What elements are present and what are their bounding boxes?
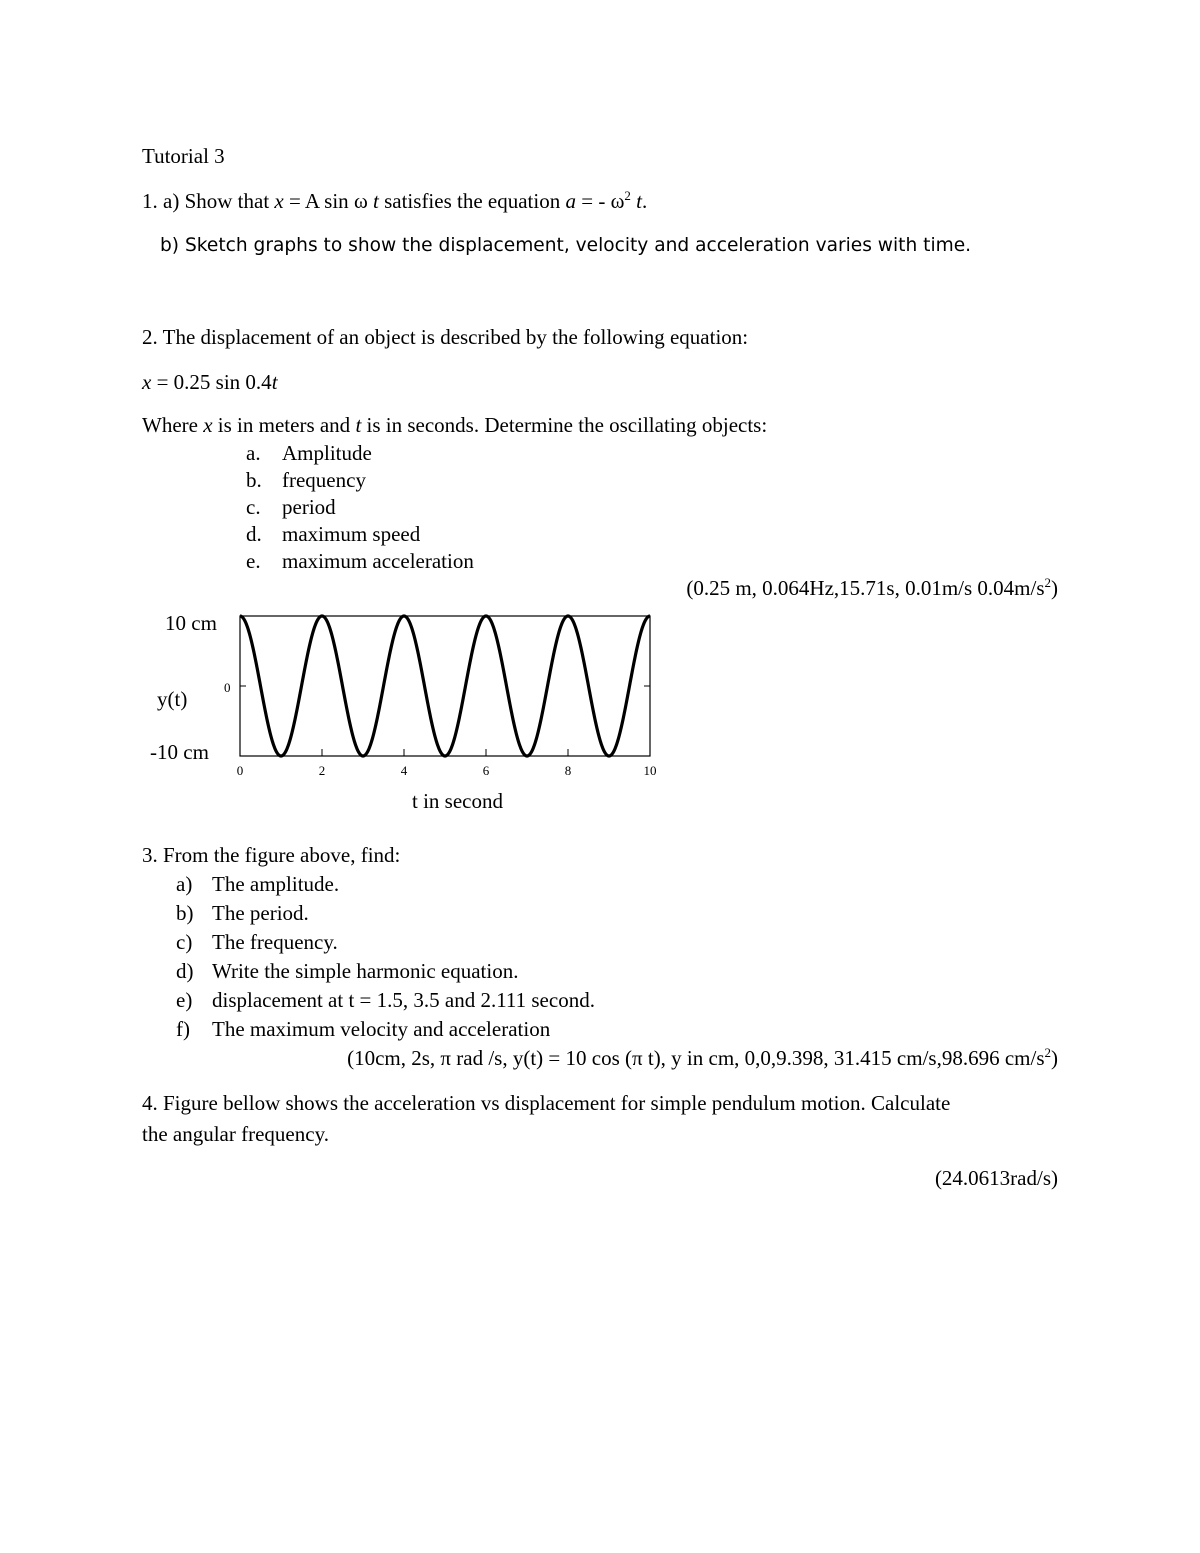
list-item-letter: d.	[246, 522, 262, 546]
list-item-letter: d)	[176, 959, 194, 983]
question-4-line-1: 4. Figure bellow shows the acceleration vs displacement for simple pendulum motion. Calculate	[142, 1091, 951, 1115]
list-item: frequency	[282, 468, 366, 492]
page-title: Tutorial 3	[142, 144, 225, 168]
y-axis-label: y(t)	[157, 687, 188, 711]
list-item-letter: a)	[176, 872, 193, 896]
list-item-letter: c)	[176, 930, 193, 954]
list-item-letter: e.	[246, 549, 261, 573]
x-axis-label: t in second	[412, 789, 503, 813]
question-2-where: Where x is in meters and t is in seconds. Determine the oscillating objects:	[142, 413, 768, 437]
list-item: The period.	[212, 901, 309, 925]
list-item: displacement at t = 1.5, 3.5 and 2.111 second.	[212, 988, 595, 1012]
list-item-letter: b.	[246, 468, 262, 492]
x-tick-label: 4	[400, 763, 408, 778]
list-item: period	[282, 495, 336, 519]
y-tick-zero: 0	[224, 680, 231, 695]
question-1b: b) Sketch graphs to show the displacement, velocity and acceleration varies with time.	[160, 235, 972, 256]
list-item-letter: f)	[176, 1017, 190, 1041]
list-item-letter: a.	[246, 441, 261, 465]
question-3-intro: 3. From the figure above, find:	[142, 843, 401, 867]
x-tick-label: 0	[236, 763, 244, 778]
question-4-line-2: the angular frequency.	[142, 1122, 329, 1146]
list-item: Amplitude	[282, 441, 372, 465]
list-item: The maximum velocity and acceleration	[212, 1017, 551, 1041]
y-top-label: 10 cm	[165, 611, 217, 635]
question-1a: 1. a) Show that x = A sin ω t satisfies the equation a = - $\omega^2$ t.	[142, 188, 648, 213]
question-2-intro: 2. The displacement of an object is described by the following equation:	[142, 325, 749, 349]
list-item: The amplitude.	[212, 872, 340, 896]
question-3-answer: (10cm, 2s, π rad /s, y(t) = 10 cos (π t), y in cm, 0,0,9.398, 31.415 cm/s,98.696 $cm/s^2$)	[347, 1045, 1058, 1070]
list-item: The frequency.	[212, 930, 338, 954]
displacement-curve	[240, 616, 650, 756]
x-tick-label: 2	[318, 763, 326, 778]
list-item: Write the simple harmonic equation.	[212, 959, 519, 983]
question-2-answer: (0.25 m, 0.064Hz,15.71s, 0.01m/s $0.04m/s^2$)	[686, 575, 1058, 600]
question-2-equation: x = 0.25 sin 0.4t	[142, 370, 278, 394]
list-item-letter: c.	[246, 495, 261, 519]
question-4-answer: (24.0613rad/s)	[934, 1166, 1058, 1190]
list-item-letter: b)	[176, 901, 194, 925]
x-tick-label: 6	[482, 763, 490, 778]
y-bottom-label: -10 cm	[150, 740, 209, 764]
displacement-time-chart	[140, 600, 660, 820]
list-item: maximum acceleration	[282, 549, 474, 573]
x-tick-label: 10	[643, 763, 657, 778]
list-item-letter: e)	[176, 988, 193, 1012]
list-item: maximum speed	[282, 522, 421, 546]
x-tick-label: 8	[564, 763, 572, 778]
